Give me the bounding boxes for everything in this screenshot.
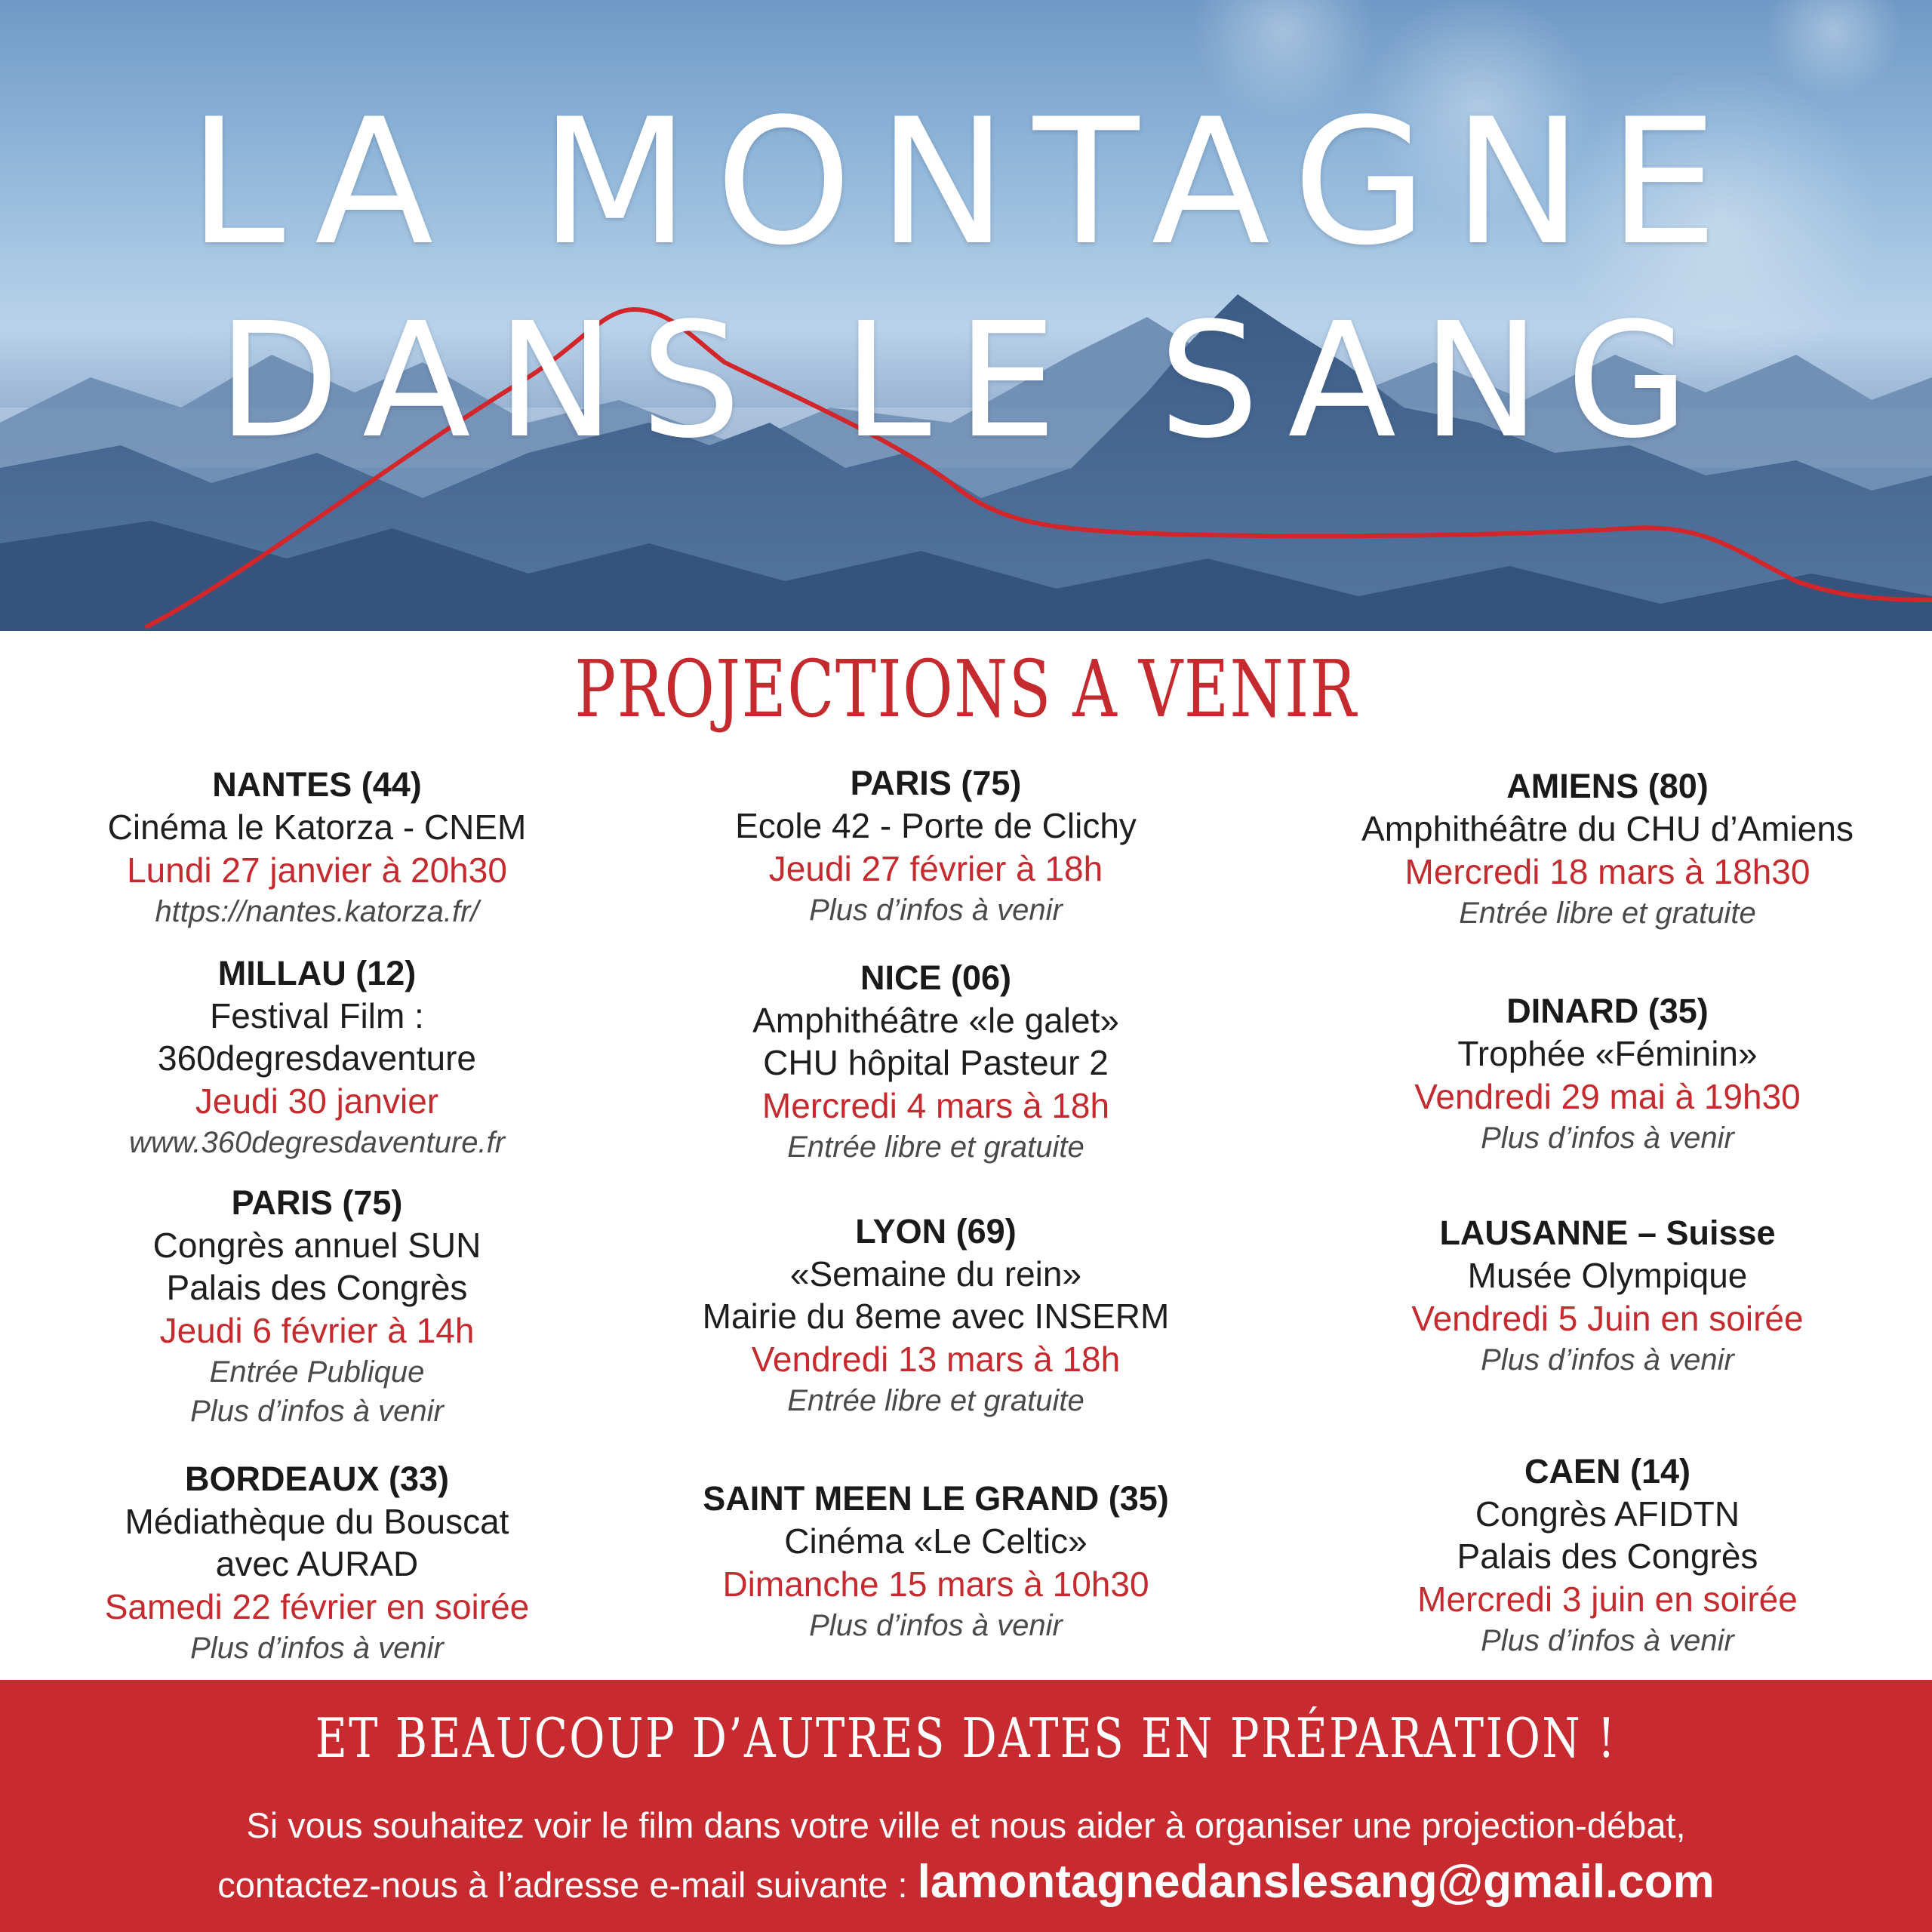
event-venue: Ecole 42 - Porte de Clichy [735, 806, 1137, 845]
event-date: Dimanche 15 mars à 10h30 [722, 1564, 1149, 1604]
event-card [619, 957, 1253, 1167]
event-date: Mercredi 18 mars à 18h30 [1404, 852, 1810, 891]
event-city: CAEN (14) [1524, 1452, 1691, 1491]
event-venue: Congrès annuel SUN [152, 1226, 481, 1265]
event-card [619, 762, 1253, 930]
event-venue: Cinéma le Katorza - CNEM [107, 808, 527, 847]
event-city: PARIS (75) [850, 764, 1022, 802]
event-card [0, 1458, 634, 1668]
event-city: MILLAU (12) [217, 954, 417, 992]
event-venue: 360degresdaventure [158, 1038, 476, 1078]
event-city: NICE (06) [860, 958, 1012, 997]
event-city: PARIS (75) [231, 1183, 403, 1222]
event-date: Mercredi 4 mars à 18h [761, 1086, 1110, 1125]
event-city: LYON (69) [855, 1212, 1017, 1251]
event-city: DINARD (35) [1506, 992, 1709, 1030]
event-venue: Médiathèque du Bouscat [125, 1502, 509, 1541]
event-date: Jeudi 6 février à 14h [159, 1311, 475, 1350]
footer-text-line1: Si vous souhaitez voir le film dans votre ville et nous aider à organiser une projection-débat, [246, 1805, 1686, 1845]
event-card [1283, 1212, 1932, 1380]
event-venue: Palais des Congrès [1457, 1537, 1758, 1576]
footer-banner [0, 1680, 1932, 1932]
event-city: NANTES (44) [212, 765, 422, 804]
event-date: Jeudi 27 février à 18h [768, 849, 1103, 888]
event-venue: avec AURAD [215, 1544, 419, 1583]
event-card [619, 1478, 1253, 1645]
event-date: Vendredi 13 mars à 18h [751, 1340, 1121, 1379]
event-venue: Congrès AFIDTN [1475, 1494, 1740, 1534]
event-card [1283, 1451, 1932, 1660]
event-info: Entrée Publique [209, 1355, 425, 1389]
event-city: BORDEAUX (33) [184, 1460, 450, 1498]
event-card [1283, 990, 1932, 1158]
event-venue: Musée Olympique [1467, 1256, 1748, 1295]
hero-banner [0, 0, 1932, 631]
event-venue: «Semaine du rein» [789, 1254, 1082, 1294]
event-date: Mercredi 3 juin en soirée [1417, 1580, 1798, 1619]
event-date: Vendredi 29 mai à 19h30 [1414, 1077, 1801, 1116]
event-city: LAUSANNE – Suisse [1439, 1214, 1776, 1252]
event-venue: Trophée «Féminin» [1457, 1034, 1758, 1073]
event-date: Jeudi 30 janvier [195, 1081, 439, 1121]
event-info: Plus d’infos à venir [190, 1632, 444, 1665]
event-venue: Cinéma «Le Celtic» [784, 1521, 1088, 1561]
event-date: Vendredi 5 Juin en soirée [1411, 1299, 1804, 1338]
event-link[interactable]: https://nantes.katorza.fr/ [155, 895, 479, 928]
event-info: Plus d’infos à venir [1481, 1121, 1734, 1155]
event-info: Plus d’infos à venir [809, 1609, 1063, 1642]
event-card [0, 1182, 634, 1431]
event-card [0, 952, 634, 1162]
section-title: PROJECTIONS A VENIR [574, 643, 1358, 735]
event-card [619, 1211, 1253, 1420]
event-venue: Palais des Congrès [166, 1268, 468, 1307]
footer-headline: ET BEAUCOUP D’AUTRES DATES EN PRÉPARATION ! [315, 1706, 1617, 1770]
event-city: SAINT MEEN LE GRAND (35) [703, 1479, 1169, 1518]
event-info: Plus d’infos à venir [190, 1395, 444, 1428]
hero-title-line1: LA MONTAGNE [188, 82, 1744, 284]
event-date: Samedi 22 février en soirée [104, 1587, 530, 1626]
event-venue: Amphithéâtre du CHU d’Amiens [1361, 809, 1854, 848]
event-card [1283, 765, 1932, 933]
event-info: Entrée libre et gratuite [787, 1384, 1084, 1417]
footer-text-line2 [0, 1854, 1932, 1914]
event-date: Lundi 27 janvier à 20h30 [127, 851, 507, 890]
event-info: Plus d’infos à venir [809, 894, 1063, 927]
event-venue: Mairie du 8eme avec INSERM [702, 1297, 1170, 1336]
event-venue: Amphithéâtre «le galet» [752, 1001, 1119, 1040]
event-info: Plus d’infos à venir [1481, 1624, 1734, 1657]
event-venue: CHU hôpital Pasteur 2 [763, 1043, 1109, 1082]
event-info: Entrée libre et gratuite [787, 1131, 1084, 1164]
event-info: Entrée libre et gratuite [1459, 897, 1756, 930]
event-card [0, 764, 634, 931]
footer-contact-label: contactez-nous à l’adresse e-mail suivante : [217, 1865, 908, 1905]
event-link[interactable]: www.360degresdaventure.fr [128, 1126, 506, 1159]
hero-title-line2: DANS LE SANG [217, 288, 1715, 473]
email-link[interactable]: lamontagnedanslesang@gmail.com [917, 1856, 1715, 1908]
event-info: Plus d’infos à venir [1481, 1343, 1734, 1377]
event-venue: Festival Film : [210, 996, 424, 1035]
event-city: AMIENS (80) [1506, 767, 1709, 805]
